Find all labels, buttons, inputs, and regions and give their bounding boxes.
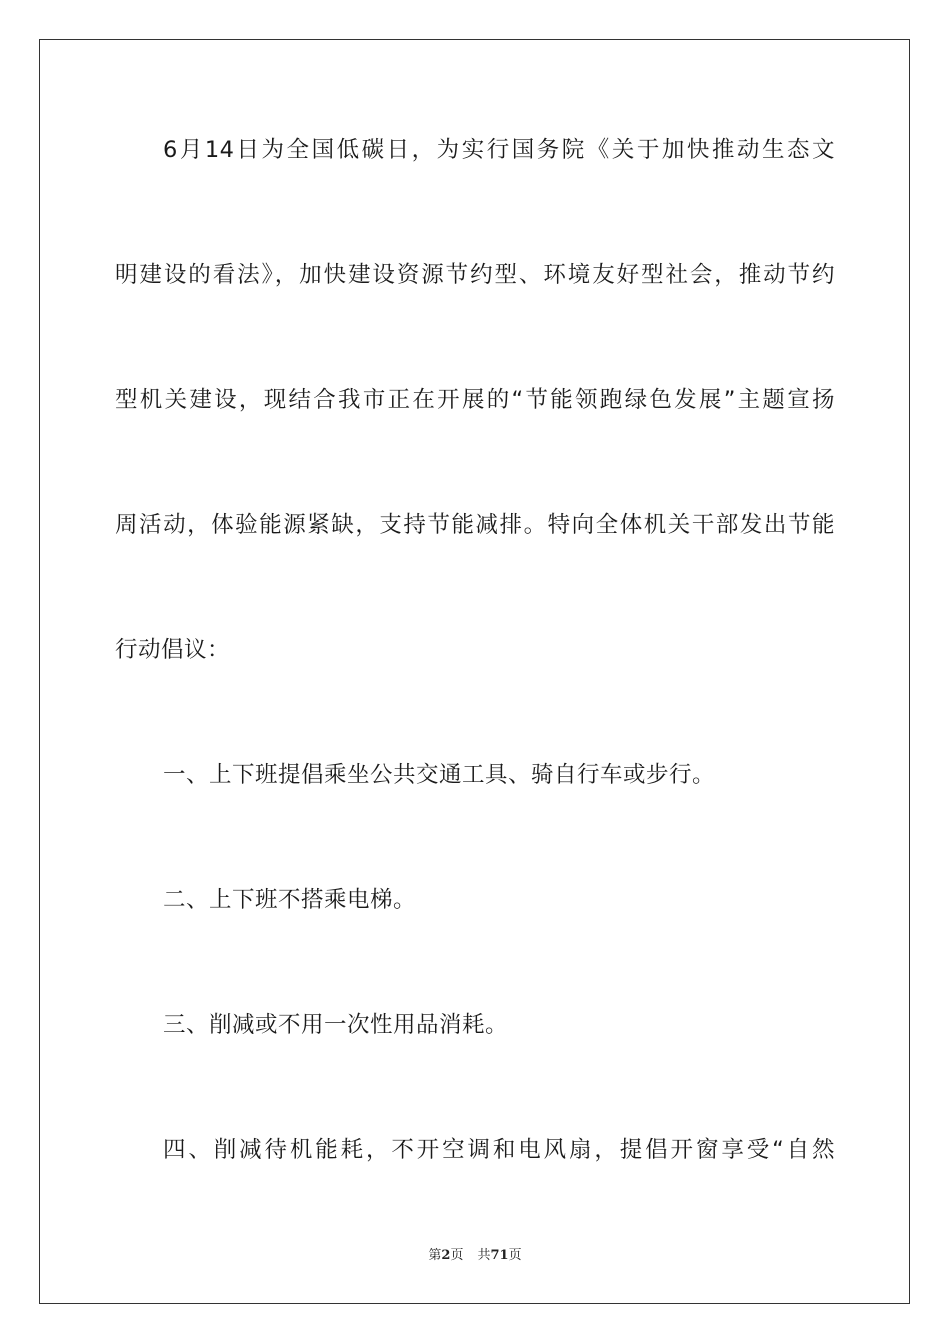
paragraph-line-4: 周活动，体验能源紧缺，支持节能减排。特向全体机关干部发出节能	[115, 512, 835, 538]
list-item-1: 一、上下班提倡乘坐公共交通工具、骑自行车或步行。	[163, 762, 716, 788]
footer-total-prefix: 共	[477, 1248, 491, 1263]
footer-page-prefix: 第	[428, 1248, 442, 1263]
footer-total-suffix: 页	[508, 1248, 522, 1263]
paragraph-line-3: 型机关建设，现结合我市正在开展的“节能领跑绿色发展”主题宣扬	[115, 387, 835, 413]
page-footer	[0, 1244, 950, 1263]
list-item-2: 二、上下班不搭乘电梯。	[163, 887, 417, 913]
footer-page-number: 2	[441, 1248, 451, 1263]
footer-total-pages: 71	[490, 1248, 509, 1263]
list-item-3: 三、削减或不用一次性用品消耗。	[163, 1012, 509, 1038]
footer-page-suffix: 页	[450, 1248, 464, 1263]
paragraph-line-5: 行动倡议：	[115, 637, 231, 663]
list-item-4: 四、削减待机能耗，不开空调和电风扇，提倡开窗享受“自然	[163, 1137, 835, 1163]
page-border	[39, 39, 910, 1304]
paragraph-line-2: 明建设的看法》，加快建设资源节约型、环境友好型社会，推动节约	[115, 262, 835, 288]
paragraph-line-1: 6月14日为全国低碳日，为实行国务院《关于加快推动生态文	[163, 137, 835, 163]
